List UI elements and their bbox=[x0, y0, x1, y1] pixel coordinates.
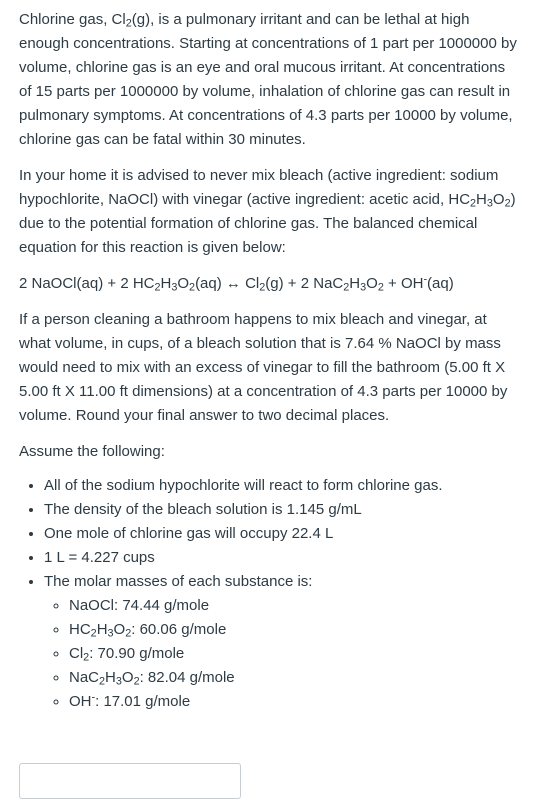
advice-paragraph bbox=[19, 164, 518, 260]
list-item: ◦ NaOCl: 74.44 g/mole bbox=[69, 594, 518, 618]
advice-text: In your home it is advised to never mix bleach (active ingredient: sodium hypochlorite, NaOCl) with vinegar (active ingredient: acetic acid, HC bbox=[19, 167, 499, 208]
subscript: 2 bbox=[125, 17, 132, 30]
assume-label: Assume the following: bbox=[19, 443, 165, 460]
equation-term: H bbox=[349, 275, 361, 292]
equilibrium-arrow-icon: ↔ bbox=[221, 275, 246, 292]
intro-paragraph bbox=[19, 8, 518, 152]
subscript: 2 bbox=[154, 281, 161, 294]
answer-box[interactable] bbox=[19, 763, 241, 799]
answer-input[interactable] bbox=[20, 764, 240, 798]
equation-term: (aq) bbox=[195, 275, 222, 292]
subscript: 2 bbox=[133, 675, 140, 688]
list-item: • One mole of chlorine gas will occupy 22.4 L bbox=[44, 522, 518, 546]
list-item bbox=[69, 666, 518, 690]
subscript: 3 bbox=[360, 281, 367, 294]
subscript: 3 bbox=[107, 627, 114, 640]
formula-text: OH bbox=[69, 693, 92, 710]
plus-sign: + bbox=[383, 275, 401, 292]
superscript: - bbox=[423, 273, 428, 286]
list-item: • The density of the bleach solution is 1.145 g/mL bbox=[44, 498, 518, 522]
subscript: 2 bbox=[90, 627, 97, 640]
list-item bbox=[44, 570, 518, 714]
formula-text: : 17.01 g/mole bbox=[95, 693, 191, 710]
subscript: 2 bbox=[83, 651, 90, 664]
formula-text: : 70.90 g/mole bbox=[89, 645, 185, 662]
subscript: 2 bbox=[470, 197, 477, 210]
equation-term: OH bbox=[400, 275, 424, 292]
equation-term: H bbox=[160, 275, 172, 292]
equation-term: (g) bbox=[265, 275, 284, 292]
equation-term: 2 HC bbox=[120, 275, 155, 292]
intro-text: Chlorine gas, Cl bbox=[19, 11, 126, 28]
formula-text: HC bbox=[69, 621, 91, 638]
formula-text: O bbox=[113, 621, 126, 638]
formula-text: NaC bbox=[69, 669, 100, 686]
list-item bbox=[69, 690, 518, 714]
subscript: 2 bbox=[504, 197, 511, 210]
intro-text: (g), is a pulmonary irritant and can be lethal at high enough concentrations. Starting at concentrations of 1 part per 1000000 by volume, chlorine gas is an eye and oral mucous irritant. At concentrations of 15 parts per 1000000 by volume, inhalation of chlorine gas can result in pulmonary symptoms. At concentrations of 4.3 parts per 10000 by volume, chlorine gas can be fatal within 30 minutes. bbox=[19, 11, 517, 148]
formula-text: Cl bbox=[69, 645, 84, 662]
formula-text: : 82.04 g/mole bbox=[139, 669, 235, 686]
subscript: 3 bbox=[171, 281, 178, 294]
subscript: 2 bbox=[125, 627, 132, 640]
plus-sign: + bbox=[283, 275, 301, 292]
advice-text: O bbox=[492, 191, 505, 208]
superscript: - bbox=[91, 691, 96, 704]
subscript: 3 bbox=[115, 675, 122, 688]
list-item bbox=[69, 618, 518, 642]
list-item bbox=[69, 642, 518, 666]
subscript: 3 bbox=[486, 197, 493, 210]
formula-text: O bbox=[121, 669, 134, 686]
molar-masses-list bbox=[44, 594, 518, 714]
subscript: 2 bbox=[189, 281, 196, 294]
equation-term: 2 NaC bbox=[300, 275, 344, 292]
subscript: 2 bbox=[259, 281, 266, 294]
equation-term: 2 NaOCl(aq) bbox=[19, 275, 104, 292]
equation-term: Cl bbox=[245, 275, 260, 292]
equation-term: (aq) bbox=[427, 275, 454, 292]
list-item: • All of the sodium hypochlorite will react to form chlorine gas. bbox=[44, 474, 518, 498]
chemical-equation bbox=[19, 272, 518, 296]
question-paragraph: If a person cleaning a bathroom happens to mix bleach and vinegar, at what volume, in cups, of a bleach solution that is 7.64 % NaOCl by mass would need to mix with an excess of vinegar to fill the bathroom (5.00 ft X 5.00 ft X 11.00 ft dimensions) at a concentration of 4.3 parts per 10000 by volume. Round your final answer to two decimal places. bbox=[19, 311, 508, 424]
plus-sign: + bbox=[103, 275, 121, 292]
advice-text: H bbox=[476, 191, 487, 208]
list-item-text: The molar masses of each substance is: bbox=[44, 573, 313, 590]
advice-text: ) due to the potential formation of chlorine gas. The balanced chemical equation for this reaction is given below: bbox=[19, 191, 516, 256]
formula-text: H bbox=[96, 621, 108, 638]
subscript: 2 bbox=[99, 675, 106, 688]
equation-term: O bbox=[366, 275, 378, 292]
subscript: 2 bbox=[343, 281, 350, 294]
equation-term: O bbox=[177, 275, 190, 292]
list-item: • 1 L = 4.227 cups bbox=[44, 546, 518, 570]
formula-text: : 60.06 g/mole bbox=[131, 621, 227, 638]
formula-text: H bbox=[105, 669, 116, 686]
assumptions-list bbox=[19, 474, 518, 714]
subscript: 2 bbox=[377, 281, 384, 294]
